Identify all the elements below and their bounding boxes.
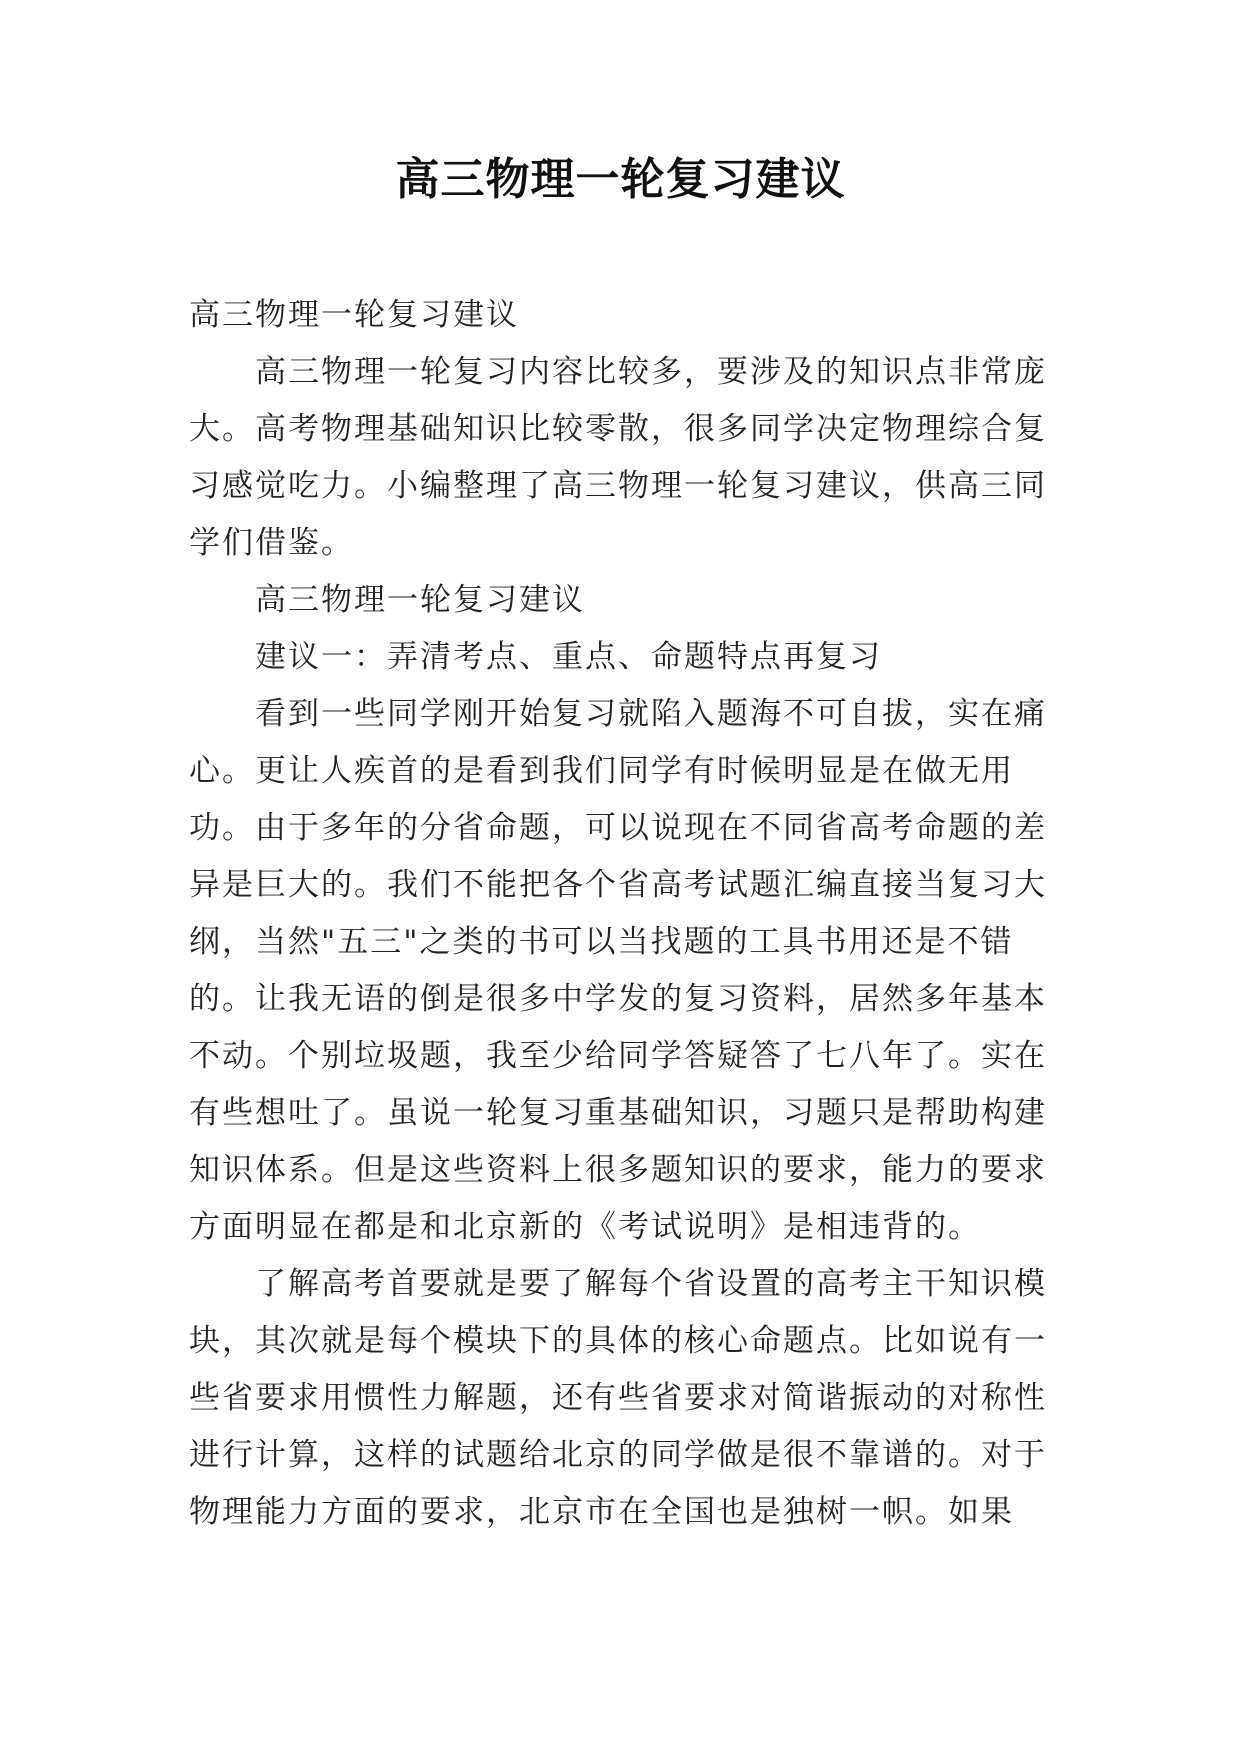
intro-paragraph: 高三物理一轮复习内容比较多，要涉及的知识点非常庞大。高考物理基础知识比较零散，很多同学决定物理综合复习感觉吃力。小编整理了高三物理一轮复习建议，供高三同学们借鉴。 <box>189 354 1047 561</box>
subtitle-line: 高三物理一轮复习建议 <box>189 297 519 333</box>
body-paragraph: 看到一些同学刚开始复习就陷入题海不可自拔，实在痛心。更让人疾首的是看到我们同学有时候明显是在做无用功。由于多年的分省命题，可以说现在不同省高考命题的差异是巨大的。我们不能把各个省高考试题汇编直接当复习大纲，当然"五三"之类的书可以当找题的工具书用还是不错的。让我无语的倒是很多中学发的复习资料，居然多年基本不动。个别垃圾题，我至少给同学答疑答了七八年了。实在有些想吐了。虽说一轮复习重基础知识，习题只是帮助构建知识体系。但是这些资料上很多题知识的要求，能力的要求方面明显在都是和北京新的《考试说明》是相违背的。 <box>189 696 1047 1245</box>
document-body <box>189 287 1051 1541</box>
suggestion-heading: 建议一：弄清考点、重点、命题特点再复习 <box>255 639 882 675</box>
body-paragraph: 了解高考首要就是要了解每个省设置的高考主干知识模块，其次就是每个模块下的具体的核心命题点。比如说有一些省要求用惯性力解题，还有些省要求对简谐振动的对称性进行计算，这样的试题给北京的同学做是很不靠谱的。对于物理能力方面的要求，北京市在全国也是独树一帜。如果 <box>189 1266 1047 1530</box>
section-heading: 高三物理一轮复习建议 <box>255 582 585 618</box>
document-title: 高三物理一轮复习建议 <box>395 154 846 205</box>
